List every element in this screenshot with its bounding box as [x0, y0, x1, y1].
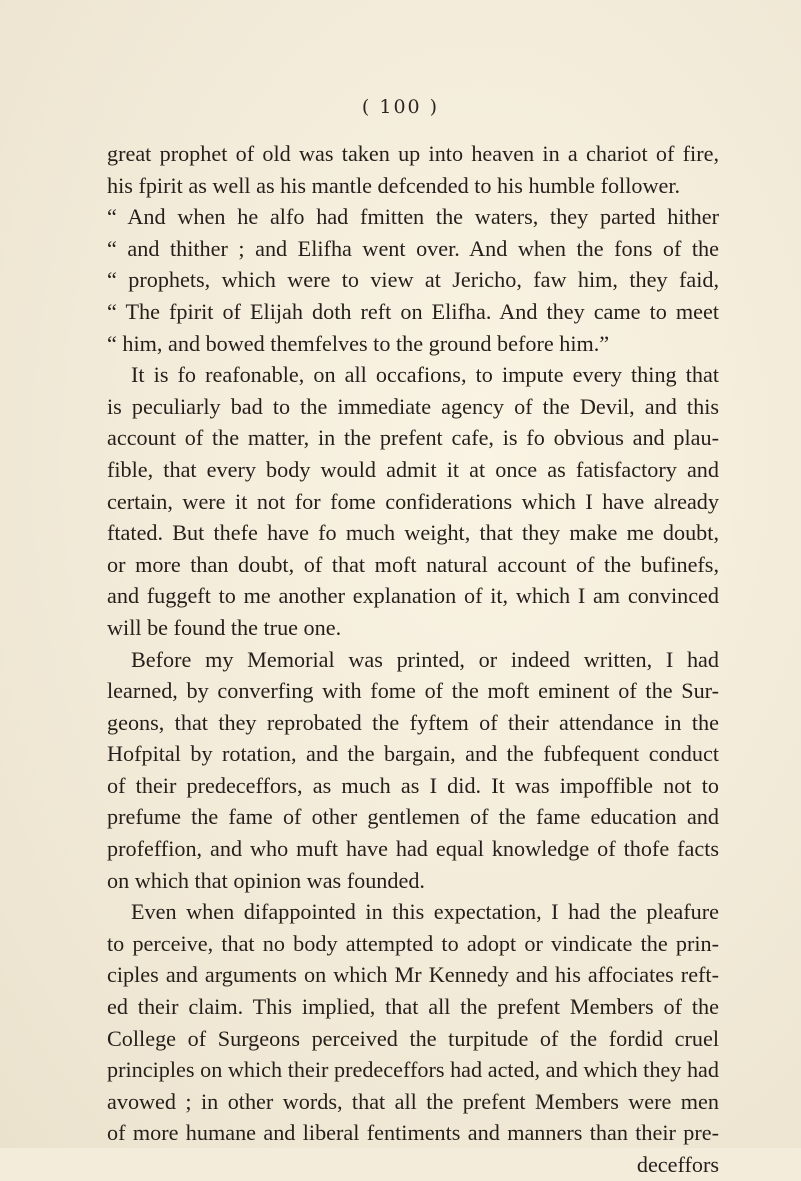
text-line: prefume the fame of other gentlemen of the fame education and [107, 804, 719, 830]
text-line: on which that opinion was founded. [107, 867, 425, 893]
text-line: great prophet of old was taken up into heaven in a chariot of fire, [107, 141, 719, 166]
text-line: to perceive, that no body attempted to adopt or vindicate the prin- [107, 930, 719, 956]
text-line: Hofpital by rotation, and the bargain, and the fubfequent conduct [107, 741, 719, 767]
text-line: principles on which their predeceffors had acted, and which they had [107, 1057, 719, 1083]
text-line: ciples and arguments on which Mr Kennedy and his affociates reft- [107, 962, 719, 988]
text-line: profeffion, and who muft have had equal knowledge of thofe facts [107, 836, 719, 862]
text-line: avowed ; in other words, that all the prefent Members were men [107, 1088, 719, 1114]
text-line: learned, by converfing with fome of the moft eminent of the Sur- [107, 678, 719, 704]
text-line: “ The fpirit of Elijah doth reft on Elifha. And they came to meet [107, 298, 719, 324]
text-line: “ and thither ; and Elifha went over. And when the fons of the [107, 235, 719, 261]
text-line: geons, that they reprobated the fyftem of their attendance in the [107, 709, 719, 735]
text-line: Before my Memorial was printed, or indeed written, I had [131, 646, 719, 672]
page-number: ( 100 ) [361, 96, 440, 118]
body-text [107, 138, 719, 1181]
text-line: his fpirit as well as his mantle defcended to his humble follower. [107, 172, 681, 198]
text-line: “ prophets, which were to view at Jericho, faw him, they faid, [107, 267, 719, 293]
text-line: fible, that every body would admit it at once as fatisfactory and [107, 456, 719, 482]
text-line: account of the matter, in the prefent cafe, is fo obvious and plau- [107, 425, 719, 451]
text-line: certain, were it not for fome confiderations which I have already [107, 488, 719, 514]
text-line: College of Surgeons perceived the turpitude of the fordid cruel [107, 1025, 719, 1051]
text-line: “ And when he alfo had fmitten the waters, they parted hither [107, 204, 719, 230]
text-line: will be found the true one. [107, 614, 342, 640]
text-line: ed their claim. This implied, that all the prefent Members of the [107, 994, 719, 1020]
text-line: “ him, and bowed themfelves to the ground before him.” [107, 330, 610, 356]
text-line: of their predeceffors, as much as I did. It was impoffible not to [107, 772, 719, 798]
text-line: and fuggeft to me another explanation of it, which I am convinced [107, 583, 719, 609]
text-line: deceffors [636, 1152, 719, 1177]
text-line: or more than doubt, of that moft natural account of the bufinefs, [107, 551, 719, 577]
text-line: Even when difappointed in this expectation, I had the pleafure [131, 899, 719, 925]
text-line: of more humane and liberal fentiments and manners than their pre- [107, 1120, 719, 1146]
text-line: It is fo reafonable, on all occafions, to impute every thing that [131, 362, 719, 388]
text-line: is peculiarly bad to the immediate agency of the Devil, and this [107, 393, 719, 419]
text-line: ftated. But thefe have fo much weight, that they make me doubt, [107, 520, 719, 546]
